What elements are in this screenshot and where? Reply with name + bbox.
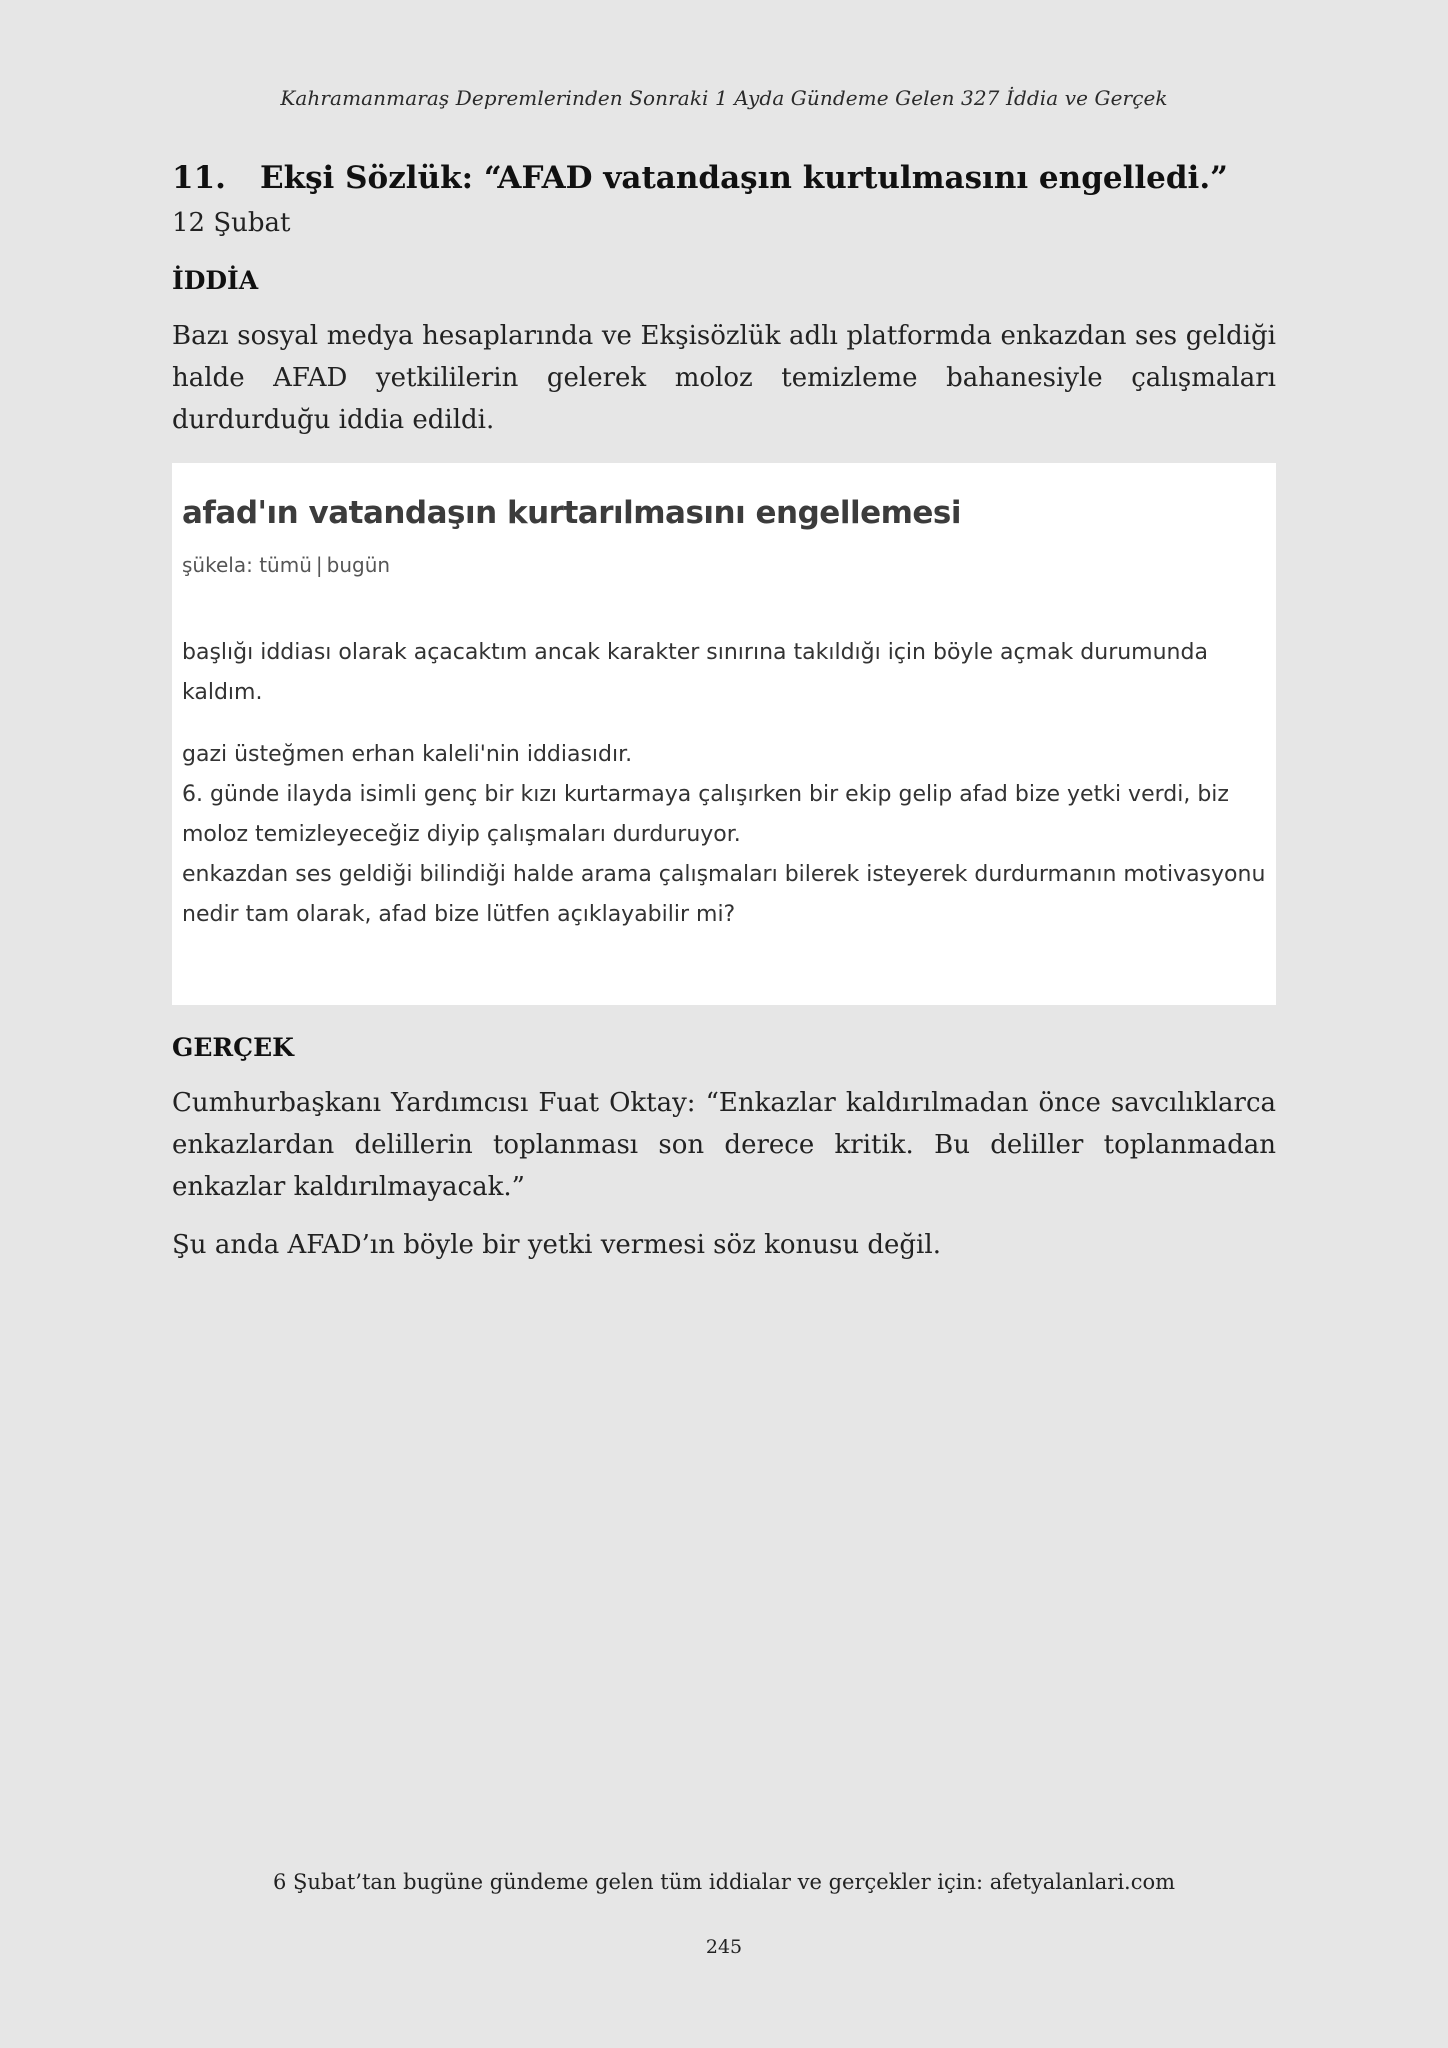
page-content <box>172 150 1276 1266</box>
screenshot-filter <box>182 553 1266 577</box>
claim-text: Bazı sosyal medya hesaplarında ve Ekşisözlük adlı platformda enkazdan ses geldiği halde AFAD yetkililerin gelerek moloz temizleme bahanesiyle çalışmaları durdurduğu iddia edildi. <box>172 321 1276 435</box>
screenshot-line-2: 6. günde ilayda isimli genç bir kızı kurtarmaya çalışırken bir ekip gelip afad bize yetki verdi, biz moloz temizleyeceğiz diyip çalışmaları durduruyor. <box>182 782 1229 847</box>
entry-title-text: Ekşi Sözlük: “AFAD vatandaşın kurtulmasını engelledi.” <box>260 160 1228 196</box>
fact-text-1: Cumhurbaşkanı Yardımcısı Fuat Oktay: “Enkazlar kaldırılmadan önce savcılıklarca enkazlardan delillerin toplanması son derece kritik. Bu deliller toplanmadan enkazlar kaldırılmayacak.” <box>172 1088 1276 1202</box>
page-number: 245 <box>705 1936 743 1958</box>
screenshot-paragraph-1: başlığı iddiası olarak açacaktım ancak karakter sınırına takıldığı için böyle açmak durumunda kaldım. <box>182 640 1208 705</box>
filter-today: bugün <box>326 553 391 577</box>
screenshot-line-1: gazi üsteğmen erhan kaleli'nin iddiasıdır. <box>182 742 633 767</box>
entry-date: 12 Şubat <box>172 208 291 238</box>
embedded-screenshot <box>172 463 1276 1005</box>
screenshot-line-3: enkazdan ses geldiği bilindiği halde arama çalışmaları bilerek isteyerek durdurmanın motivasyonu nedir tam olarak, afad bize lütfen açıklayabilir mi? <box>182 862 1266 927</box>
filter-separator: | <box>315 553 323 577</box>
claim-heading: İDDİA <box>172 266 259 295</box>
screenshot-title: afad'ın vatandaşın kurtarılmasını engellemesi <box>182 495 962 531</box>
filter-label: şükela: <box>182 553 253 577</box>
running-footer: 6 Şubat’tan bugüne gündeme gelen tüm iddialar ve gerçekler için: afetyalanlari.com <box>272 1870 1176 1894</box>
screenshot-paragraph-2 <box>182 735 1266 935</box>
fact-text-2: Şu anda AFAD’ın böyle bir yetki vermesi söz konusu değil. <box>172 1230 941 1260</box>
fact-heading: GERÇEK <box>172 1033 294 1062</box>
entry-title <box>172 160 1276 196</box>
filter-all: tümü <box>259 553 312 577</box>
entry-number: 11. <box>172 160 226 196</box>
running-header: Kahramanmaraş Depremlerinden Sonraki 1 Ayda Gündeme Gelen 327 İddia ve Gerçek <box>280 86 1168 110</box>
